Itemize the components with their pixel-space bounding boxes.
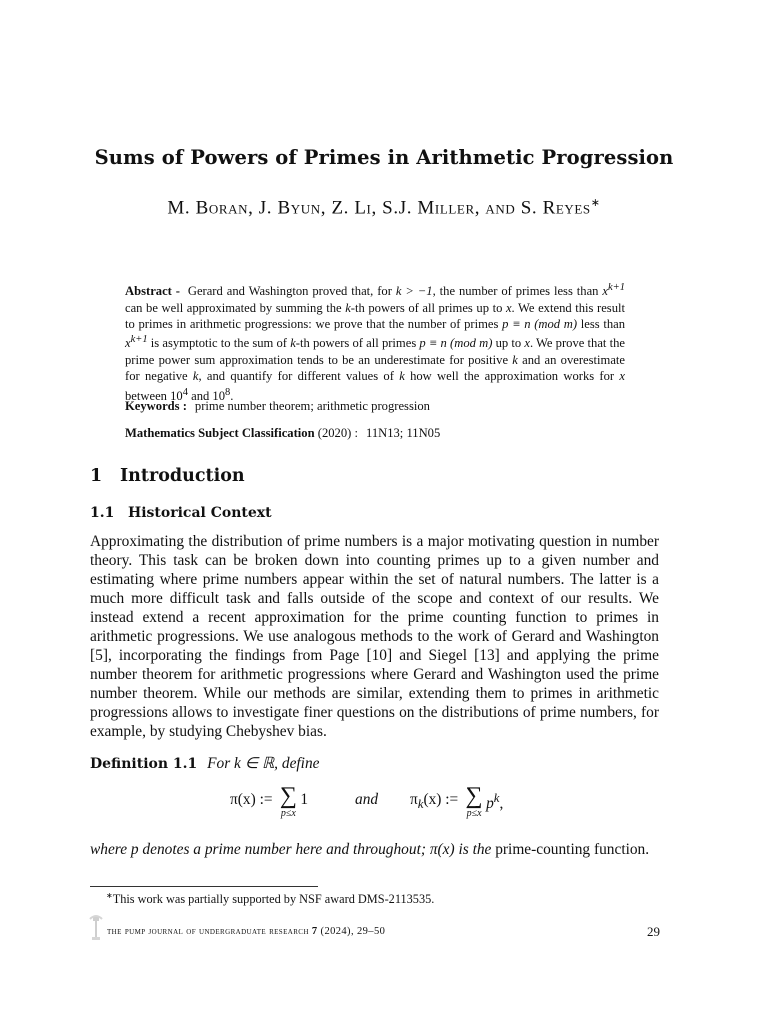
msc-label: Mathematics Subject Classification <box>125 426 315 440</box>
formula-pi <box>230 785 308 830</box>
math-inline: k <box>399 369 405 384</box>
math-inline: k <box>290 336 296 351</box>
author-list <box>0 196 768 219</box>
msc-year: (2020) : <box>317 426 358 440</box>
definition <box>90 754 319 773</box>
math-inline: x <box>619 369 625 384</box>
formula-term: 1 <box>300 791 309 808</box>
authors-names: M. Boran, J. Byun, Z. Li, S.J. Miller, and S. Reyes <box>167 197 591 219</box>
definition-continuation <box>90 841 660 859</box>
journal-name: the pump journal of undergraduate research <box>107 926 309 937</box>
abstract-text: . <box>230 389 234 403</box>
abstract-text: . We extend this result to primes in arithmetic progressions: we prove that the number of primes <box>125 300 625 331</box>
page-number: 29 <box>647 924 660 939</box>
subsection-heading <box>90 505 272 521</box>
summation-index: p≤x <box>466 808 482 819</box>
math-inline: k+1 <box>607 282 625 293</box>
section-heading <box>90 466 245 486</box>
definition-text: For k ∈ ℝ, define <box>207 755 320 772</box>
math-inline: x <box>524 336 530 351</box>
abstract-text: can be well approximated by summing the <box>125 300 346 315</box>
formula-and: and <box>355 791 379 808</box>
journal-year-pages: (2024), 29–50 <box>320 926 386 937</box>
footnote-text: This work was partially supported by NSF award DMS-2113535. <box>112 892 435 907</box>
journal-logo-icon <box>88 911 104 945</box>
footnote-mark: ∗ <box>106 891 113 900</box>
definition-label: Definition 1.1 <box>90 756 198 772</box>
journal-volume: 7 <box>311 926 318 937</box>
paper-title: Sums of Powers of Primes in Arithmetic Progression <box>94 146 674 169</box>
journal-line <box>107 926 385 937</box>
abstract-text: and 10 <box>187 389 226 403</box>
abstract-text: between 10 <box>125 389 183 403</box>
pi-subscript: k <box>417 797 424 812</box>
abstract-text: , the number of primes less than <box>432 284 603 299</box>
section-title: Introduction <box>120 466 245 486</box>
abstract-text: less than <box>577 317 626 331</box>
abstract-text: , and quantify for different values of <box>198 369 400 384</box>
formula-pi-k <box>410 785 503 830</box>
summation-index: p≤x <box>280 808 296 819</box>
pi-argument: (x) := <box>423 791 459 808</box>
abstract-text: is asymptotic to the sum of <box>147 336 291 351</box>
author-footnote-mark: ∗ <box>590 197 601 209</box>
term-exponent: k <box>493 791 500 805</box>
section-number: 1 <box>90 466 103 486</box>
abstract-text: . We prove that the prime power sum approximation tends to be an underestimate for positive <box>125 336 625 367</box>
keywords <box>125 399 645 414</box>
summation-symbol: ∑ p≤x <box>462 785 486 819</box>
msc-value: 11N13; 11N05 <box>365 426 441 440</box>
term-base: p <box>486 795 494 813</box>
keywords-value: prime number theorem; arithmetic progression <box>194 399 430 413</box>
math-inline: k > −1 <box>395 284 433 299</box>
formula-term <box>486 791 503 813</box>
abstract-text: how well the approximation works for <box>404 369 620 384</box>
msc-classification <box>125 426 645 441</box>
footnote <box>106 891 434 907</box>
subsection-title: Historical Context <box>128 505 272 521</box>
math-inline: x <box>602 284 608 299</box>
abstract-text: -th powers of all primes up to <box>350 300 506 315</box>
math-inline: x <box>505 300 512 315</box>
intro-paragraph: Approximating the distribution of prime numbers is a major motivating question in number theory. This task can be broken down into counting primes up to a given number and estimating where prime numbers appear within the set of natural numbers. The latter is a much more difficult task and falls outside of the scope and context of our results. We instead extend a recent approximation for the prime counting function to primes in arithmetic progressions. We use analogous methods to the work of Gerard and Washington [5], incorporating the findings from Page [10] and Siegel [13] and applying the prime number theorem for arithmetic progressions where Gerard and Washington used the prime number theorem. While our methods are similar, extending them to primes in arithmetic progressions allows to investigate finer questions on the distributions of prime numbers, for example, by studying Chebyshev bias. <box>90 533 659 741</box>
math-inline: k <box>345 300 351 315</box>
math-inline: p ≡ n (mod m) <box>502 317 578 331</box>
pi-symbol: π <box>410 791 418 808</box>
math-inline: 8 <box>225 386 231 398</box>
term-end: , <box>499 795 504 813</box>
abstract-text: and an overestimate for negative <box>125 353 626 384</box>
math-inline: p ≡ n (mod m) <box>419 336 493 351</box>
formula-lhs <box>410 791 458 812</box>
math-inline: k <box>192 369 199 384</box>
abstract-text: -th powers of all primes <box>295 336 420 351</box>
formula-lhs: π(x) := <box>230 791 273 808</box>
summation-symbol: ∑ p≤x <box>276 785 300 819</box>
abstract <box>125 280 625 404</box>
definition-note-upright: prime-counting function. <box>495 841 650 858</box>
math-inline: k <box>512 353 518 367</box>
subsection-number: 1.1 <box>90 505 115 521</box>
keywords-label: Keywords : <box>125 399 187 413</box>
definition-note: where p denotes a prime number here and throughout; π(x) is the <box>90 841 496 858</box>
abstract-text: up to <box>492 336 525 351</box>
footnote-rule <box>90 886 318 887</box>
math-inline: 4 <box>182 386 188 398</box>
abstract-text: Gerard and Washington proved that, for <box>187 284 396 299</box>
abstract-label: Abstract - <box>125 284 180 299</box>
math-inline: k+1 <box>130 334 148 346</box>
math-inline: x <box>125 336 131 351</box>
